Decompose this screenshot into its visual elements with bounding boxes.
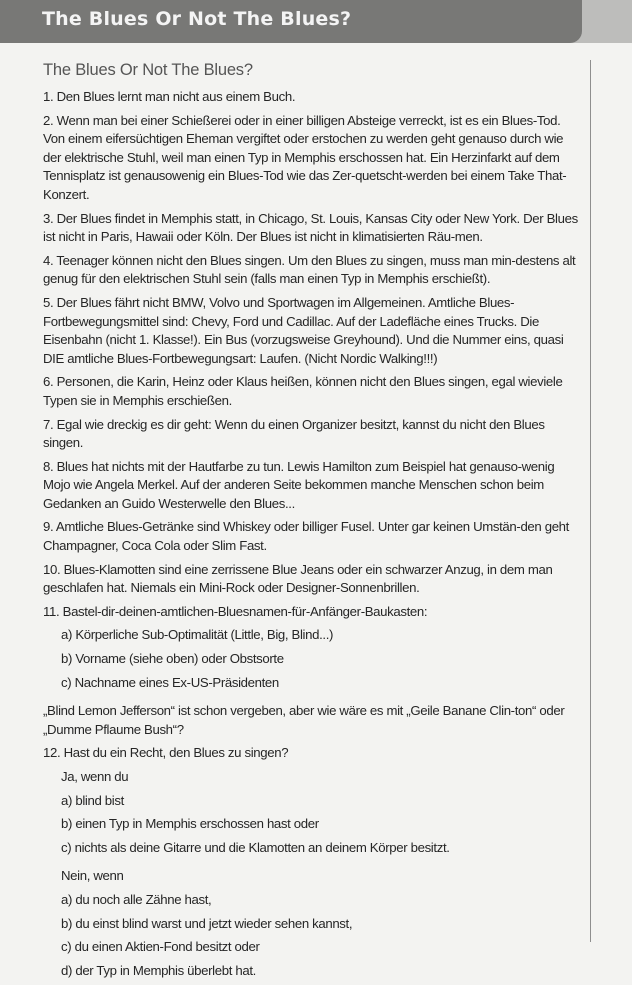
list-item: b) einen Typ in Memphis erschossen hast oder bbox=[61, 816, 319, 832]
page-title: The Blues Or Not The Blues? bbox=[42, 8, 352, 30]
rule-5: 5. Der Blues fährt nicht BMW, Volvo und Sportwagen im Allgemeinen. Amtliche Blues-Fortbewegungsmittel sind: Chevy, Ford und Cadillac. Auf der Ladefläche eines Trucks. Die Eisenbahn (nicht 1. Klasse!). Ein Bus (vorzugsweise Greyhound). Und die Nummer eins, quasi DIE amtliche Blues-Fortbewegungsart: Laufen. (Nicht Nordic Walking!!!) bbox=[43, 294, 564, 366]
rule-6: 6. Personen, die Karin, Heinz oder Klaus heißen, können nicht den Blues singen, egal wieviele Typen sie in Memphis erschießen. bbox=[43, 374, 563, 408]
list-item: c) nichts als deine Gitarre und die Klamotten an deinem Körper besitzt. bbox=[61, 839, 450, 855]
list-item: a) du noch alle Zähne hast, bbox=[61, 891, 212, 907]
rule-1: 1. Den Blues lernt man nicht aus einem Buch. bbox=[43, 89, 296, 104]
list-item: a) Körperliche Sub-Optimalität (Little, Big, Blind...) bbox=[61, 627, 334, 643]
rule-3: 3. Der Blues findet in Memphis statt, in Chicago, St. Louis, Kansas City oder New York. Der Blues ist nicht in Paris, Hawaii oder Köln. Der Blues ist nicht in klimatisierten Räu-men. bbox=[43, 210, 578, 245]
list-item: c) du einen Aktien-Fond besitzt oder bbox=[61, 939, 260, 955]
rule-11-list bbox=[43, 626, 583, 692]
yes-intro: Ja, wenn du bbox=[61, 769, 129, 784]
list-item: a) blind bist bbox=[61, 792, 124, 808]
rule-12 bbox=[43, 744, 583, 980]
rule-12-yes bbox=[43, 768, 583, 980]
rule-11-note: „Blind Lemon Jefferson“ ist schon vergeben, aber wie wäre es mit „Geile Banane Clin-ton“ oder „Dumme Pflaume Bush“? bbox=[43, 703, 565, 737]
rule-7: 7. Egal wie dreckig es dir geht: Wenn du einen Organizer besitzt, kannst du nicht den Blues singen. bbox=[43, 416, 545, 451]
article-heading: The Blues Or Not The Blues? bbox=[43, 61, 253, 79]
rule-11-intro: 11. Bastel-dir-deinen-amtlichen-Bluesnamen-für-Anfänger-Baukasten: bbox=[43, 603, 428, 619]
rule-4: 4. Teenager können nicht den Blues singen. Um den Blues zu singen, muss man min-destens alt genug für den elektrischen Stuhl sein (falls man einen Typ in Memphis erschießt). bbox=[43, 252, 576, 287]
article bbox=[43, 60, 583, 985]
rule-11 bbox=[43, 603, 583, 692]
vertical-rule bbox=[590, 60, 591, 942]
list-item: d) der Typ in Memphis überlebt hat. bbox=[61, 962, 256, 978]
header-tab bbox=[0, 0, 582, 43]
no-intro: Nein, wenn bbox=[61, 868, 124, 884]
rule-8: 8. Blues hat nichts mit der Hautfarbe zu tun. Lewis Hamilton zum Beispiel hat genauso-wenig Mojo wie Angela Merkel. Auf der anderen Seite bekommen manche Menschen schon beim Gedanken an Guido Westerwelle den Blues... bbox=[43, 458, 555, 511]
list-item: c) Nachname eines Ex-US-Präsidenten bbox=[61, 674, 279, 690]
rule-12-intro: 12. Hast du ein Recht, den Blues zu singen? bbox=[43, 745, 289, 761]
rule-9: 9. Amtliche Blues-Getränke sind Whiskey oder billiger Fusel. Unter gar keinen Umstän-den geht Champagner, Coca Cola oder Slim Fast. bbox=[43, 519, 569, 554]
rule-2: 2. Wenn man bei einer Schießerei oder in einer billigen Absteige verreckt, ist es ein Blues-Tod. Von einem eifersüchtigen Eheman vergiftet oder erstochen zu werden geht genauso durch wie der elektrische Stuhl, weil man einen Typ in Memphis erschossen hat. Ein Herzinfarkt auf dem Tennisplatz ist genausowenig ein Blues-Tod wie das Zer-quetscht-werden bei einem Take That-Konzert. bbox=[43, 112, 567, 202]
list-item: b) Vorname (siehe oben) oder Obstsorte bbox=[61, 651, 284, 667]
list-item: b) du einst blind warst und jetzt wieder sehen kannst, bbox=[61, 915, 353, 931]
header-band bbox=[0, 0, 632, 43]
rule-10: 10. Blues-Klamotten sind eine zerrissene Blue Jeans oder ein schwarzer Anzug, in dem man geschlafen hat. Niemals ein Mini-Rock oder Designer-Sonnenbrillen. bbox=[43, 561, 553, 596]
